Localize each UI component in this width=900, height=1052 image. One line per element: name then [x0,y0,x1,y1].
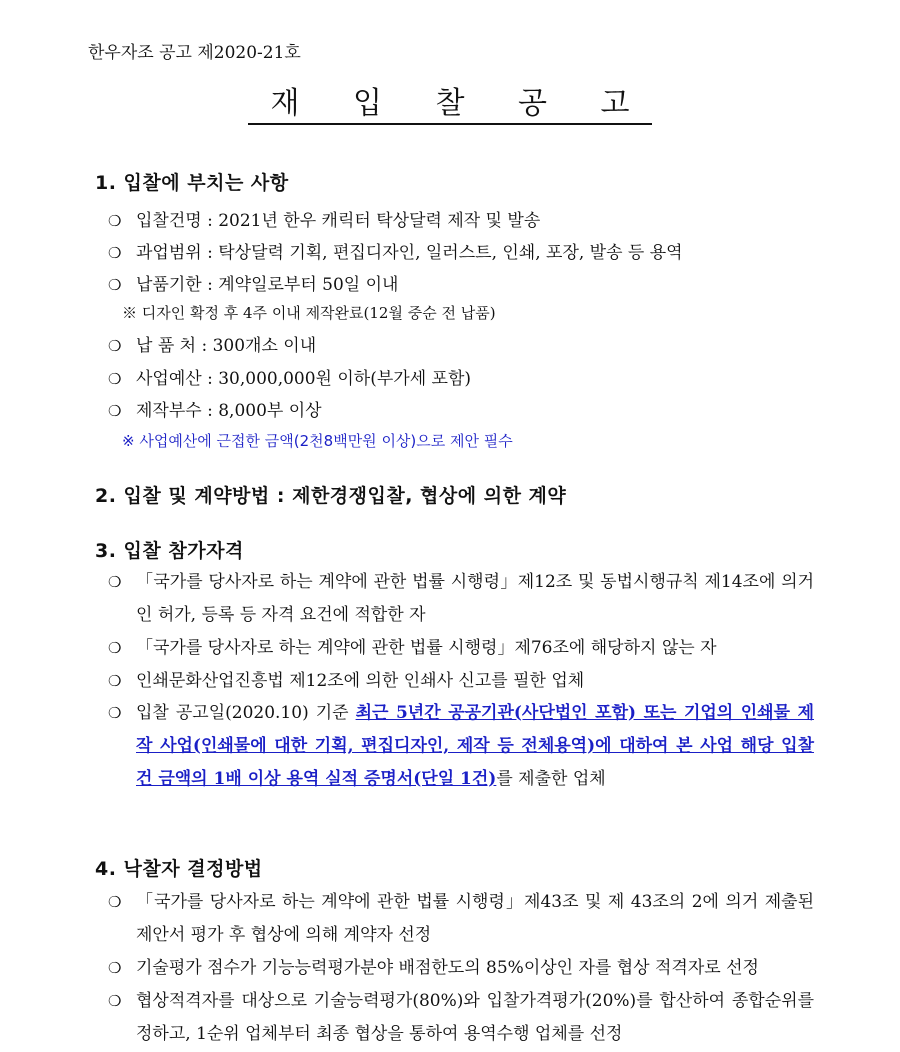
item-text: 사업예산 : 30,000,000원 이하(부가세 포함) [136,369,472,389]
list-item [108,238,683,263]
budget-note: ※ 사업예산에 근접한 금액(2천8백만원 이상)으로 제안 필수 [122,432,513,450]
title-text: 재 입 찰 공 고 [248,86,651,125]
bullet-circle-icon: ❍ [108,672,122,690]
list-item [108,632,814,665]
list-item [108,886,814,952]
bullet-circle-icon: ❍ [108,573,122,591]
item-text: 「국가를 당사자로 하는 계약에 관한 법률 시행령」제76조에 해당하지 않는 자 [136,638,717,658]
bullet-circle-icon: ❍ [108,212,122,230]
bullet-circle-icon: ❍ [108,276,122,294]
bullet-circle-icon: ❍ [108,959,122,977]
item-text: 입찰건명 : 2021년 한우 캐릭터 탁상달력 제작 및 발송 [136,211,541,231]
section-3-heading: 3. 입찰 참가자격 [95,540,244,562]
list-item [108,665,814,698]
bullet-circle-icon: ❍ [108,704,122,722]
item-text: 「국가를 당사자로 하는 계약에 관한 법률 시행령」제43조 및 제 43조의 2에 의거 제출된 제안서 평가 후 협상에 의해 계약자 선정 [136,892,814,945]
item4-prefix: 입찰 공고일(2020.10) 기준 [136,703,356,723]
item-text: 제작부수 : 8,000부 이상 [136,401,322,421]
list-item [108,396,322,421]
item-text: 기술평가 점수가 기능능력평가분야 배점한도의 85%이상인 자를 협상 적격자로 선정 [136,958,759,978]
item-text [136,697,814,796]
list-item [108,985,814,1051]
item-text: 인쇄문화산업진흥법 제12조에 의한 인쇄사 신고를 필한 업체 [136,671,585,691]
item-text: 납 품 처 : 300개소 이내 [136,336,317,356]
section-2-heading: 2. 입찰 및 계약방법 : 제한경쟁입찰, 협상에 의한 계약 [95,485,567,507]
document-number: 한우자조 공고 제2020-21호 [88,43,301,63]
item-text: 「국가를 당사자로 하는 계약에 관한 법률 시행령」제12조 및 동법시행규칙 제14조에 의거 인 허가, 등록 등 자격 요건에 적합한 자 [136,572,814,625]
list-item [108,206,540,231]
bullet-circle-icon: ❍ [108,639,122,657]
item-text: 납품기한 : 계약일로부터 50일 이내 [136,275,399,295]
page-title [0,78,900,122]
item-text: 과업범위 : 탁상달력 기획, 편집디자인, 일러스트, 인쇄, 포장, 발송 등 용역 [136,243,683,263]
list-item [108,364,471,389]
bullet-circle-icon: ❍ [108,992,122,1010]
list-item [108,952,814,985]
deadline-note: ※ 디자인 확정 후 4주 이내 제작완료(12월 중순 전 납품) [122,304,496,322]
bullet-circle-icon: ❍ [108,370,122,388]
list-item [108,331,316,356]
list-item [108,697,814,796]
section-4-heading: 4. 낙찰자 결정방법 [95,858,263,880]
qualification-highlight: 최근 5년간 공공기관(사단법인 포함) 또는 기업의 인쇄물 제작 사업(인쇄물에 대한 기획, 편집디자인, 제작 등 전체용역)에 대하여 본 사업 해당 입찰 건 금액의 1배 이상 용역 실적 증명서(단일 1건) [136,703,814,789]
bullet-circle-icon: ❍ [108,244,122,262]
item4-suffix: 를 제출한 업체 [496,769,606,789]
section-1-heading: 1. 입찰에 부치는 사항 [95,172,289,194]
bullet-circle-icon: ❍ [108,402,122,420]
item-text: 협상적격자를 대상으로 기술능력평가(80%)와 입찰가격평가(20%)를 합산하여 종합순위를 정하고, 1순위 업체부터 최종 협상을 통하여 용역수행 업체를 선정 [136,991,814,1044]
bullet-circle-icon: ❍ [108,893,122,911]
list-item [108,270,398,295]
bullet-circle-icon: ❍ [108,337,122,355]
list-item [108,566,814,632]
